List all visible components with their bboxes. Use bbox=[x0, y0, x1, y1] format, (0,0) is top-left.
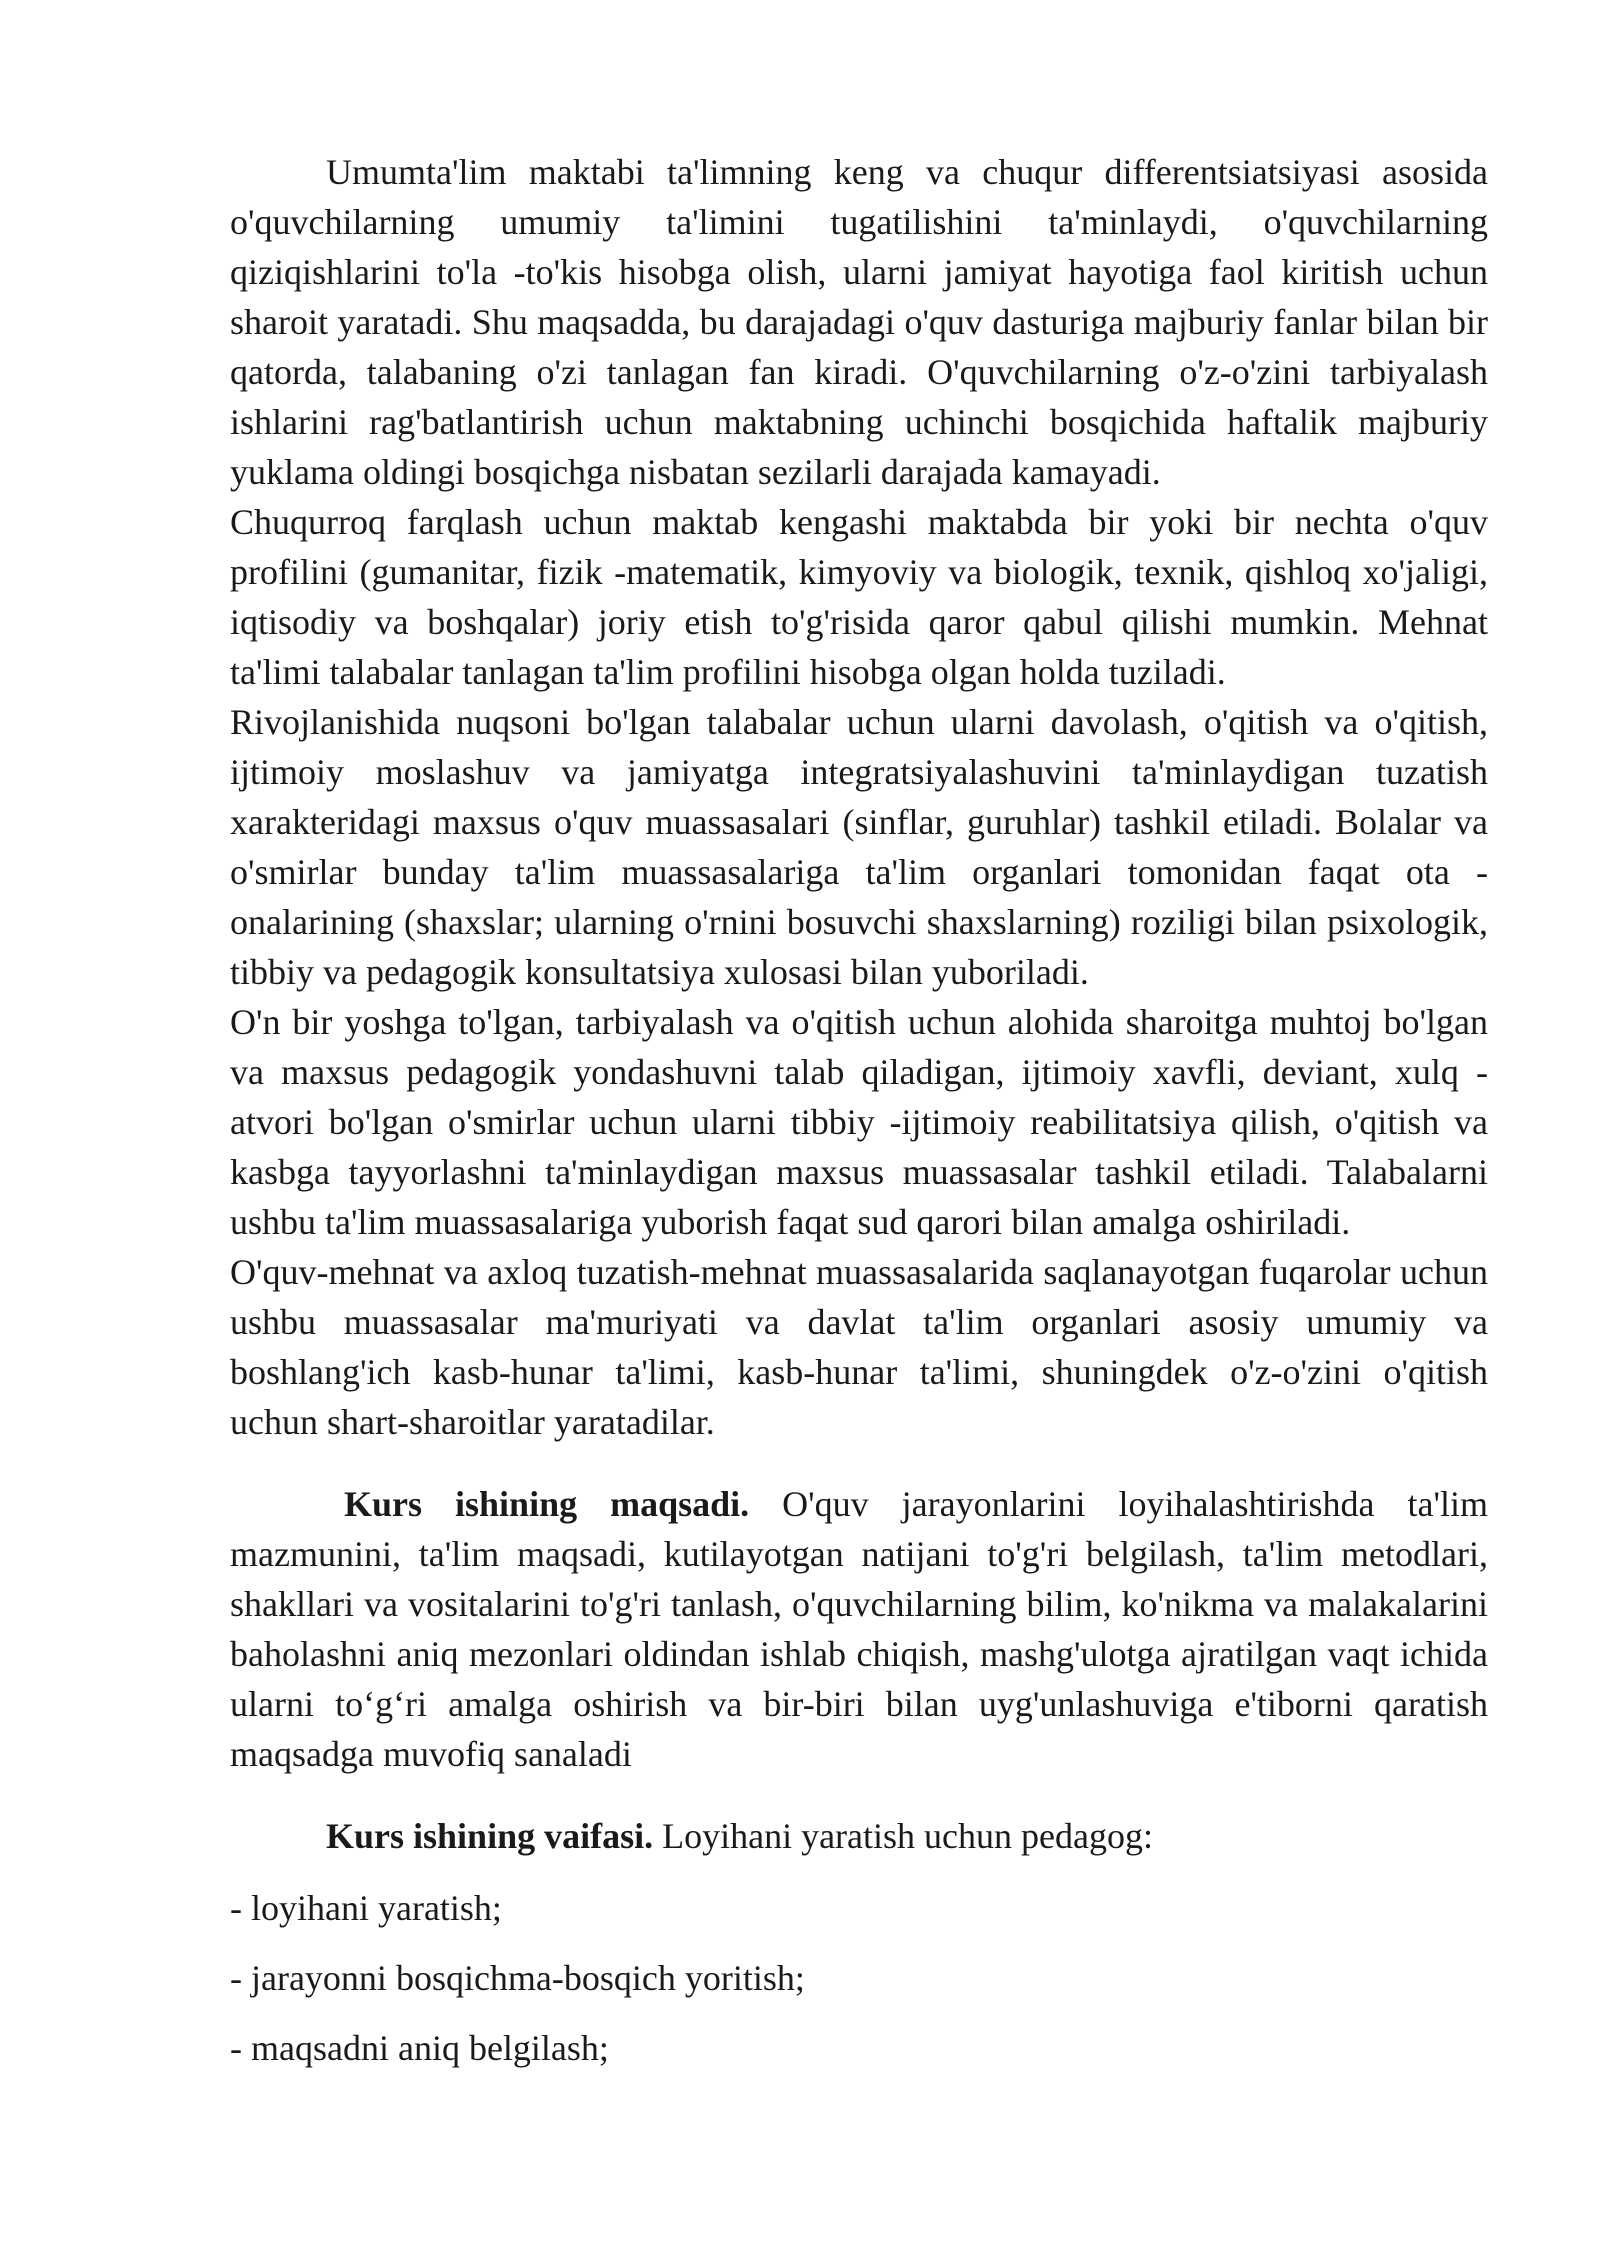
list-item: - maqsadni aniq belgilash; bbox=[230, 2028, 609, 2068]
paragraph-task bbox=[230, 1811, 1488, 1861]
list-item: - loyihani yaratish; bbox=[230, 1888, 502, 1928]
paragraph-correctional: O'quv-mehnat va axloq tuzatish-mehnat muassasalarida saqlanayotgan fuqarolar uchun ushbu muassasalar ma'muriyati va davlat ta'lim organlari asosiy umumiy va boshlang'ich kasb-hunar ta'limi, kasb-hunar ta'limi, shuningdek o'z-o'zini o'qitish uchun shart-sharoitlar yaratadilar. bbox=[230, 1252, 1488, 1442]
list-item: - jarayonni bosqichma-bosqich yoritish; bbox=[230, 1958, 805, 1998]
task-text: Loyihani yaratish uchun pedagog: bbox=[653, 1816, 1153, 1856]
paragraph-profiles: Chuqurroq farqlash uchun maktab kengashi maktabda bir yoki bir nechta o'quv profilini (gumanitar, fizik -matematik, kimyoviy va biologik, texnik, qishloq xo'jaligi, iqtisodiy va boshqalar) joriy etish to'g'risida qaror qabul qilishi mumkin. Mehnat ta'limi talabalar tanlagan ta'lim profilini hisobga olgan holda tuziladi. bbox=[230, 502, 1488, 692]
paragraph-goal bbox=[230, 1479, 1488, 1779]
document-body bbox=[230, 147, 1488, 2073]
goal-heading: Kurs ishining maqsadi. bbox=[344, 1484, 750, 1524]
paragraph-deviant-youth: O'n bir yoshga to'lgan, tarbiyalash va o'qitish uchun alohida sharoitga muhtoj bo'lgan va maxsus pedagogik yondashuvni talab qiladigan, ijtimoiy xavfli, deviant, xulq -atvori bo'lgan o'smirlar uchun ularni tibbiy -ijtimoiy reabilitatsiya qilish, o'qitish va kasbga tayyorlashni ta'minlaydigan maxsus muassasalar tashkil etiladi. Talabalarni ushbu ta'lim muassasalariga yuborish faqat sud qarori bilan amalga oshiriladi. bbox=[230, 1002, 1488, 1242]
paragraph-special-needs: Rivojlanishida nuqsoni bo'lgan talabalar uchun ularni davolash, o'qitish va o'qitish, ijtimoiy moslashuv va jamiyatga integratsiyalashuvini ta'minlaydigan tuzatish xarakteridagi maxsus o'quv muassasalari (sinflar, guruhlar) tashkil etiladi. Bolalar va o'smirlar bunday ta'lim muassasalariga ta'lim organlari tomonidan faqat ota -onalarining (shaxslar; ularning o'rnini bosuvchi shaxslarning) roziligi bilan psixologik, tibbiy va pedagogik konsultatsiya xulosasi bilan yuboriladi. bbox=[230, 702, 1488, 992]
task-heading: Kurs ishining vaifasi. bbox=[326, 1816, 654, 1856]
goal-text: O'quv jarayonlarini loyihalashtirishda ta'lim mazmunini, ta'lim maqsadi, kutilayotgan natijani to'g'ri belgilash, ta'lim metodlari, shakllari va vositalarini to'g'ri tanlash, o'quvchilarning bilim, ko'nikma va malakalarini baholashni aniq mezonlari oldindan ishlab chiqish, mashg'ulotga ajratilgan vaqt ichida ularni to‘g‘ri amalga oshirish va bir-biri bilan uyg'unlashuviga e'tiborni qaratish maqsadga muvofiq sanaladi bbox=[230, 1484, 1488, 1774]
paragraph-intro: Umumta'lim maktabi ta'limning keng va chuqur differentsiatsiyasi asosida o'quvchilarning umumiy ta'limini tugatilishini ta'minlaydi, o'quvchilarning qiziqishlarini to'la -to'kis hisobga olish, ularni jamiyat hayotiga faol kiritish uchun sharoit yaratadi. Shu maqsadda, bu darajadagi o'quv dasturiga majburiy fanlar bilan bir qatorda, talabaning o'zi tanlagan fan kiradi. O'quvchilarning o'z-o'zini tarbiyalash ishlarini rag'batlantirish uchun maktabning uchinchi bosqichida haftalik majburiy yuklama oldingi bosqichga nisbatan sezilarli darajada kamayadi. bbox=[230, 152, 1488, 492]
